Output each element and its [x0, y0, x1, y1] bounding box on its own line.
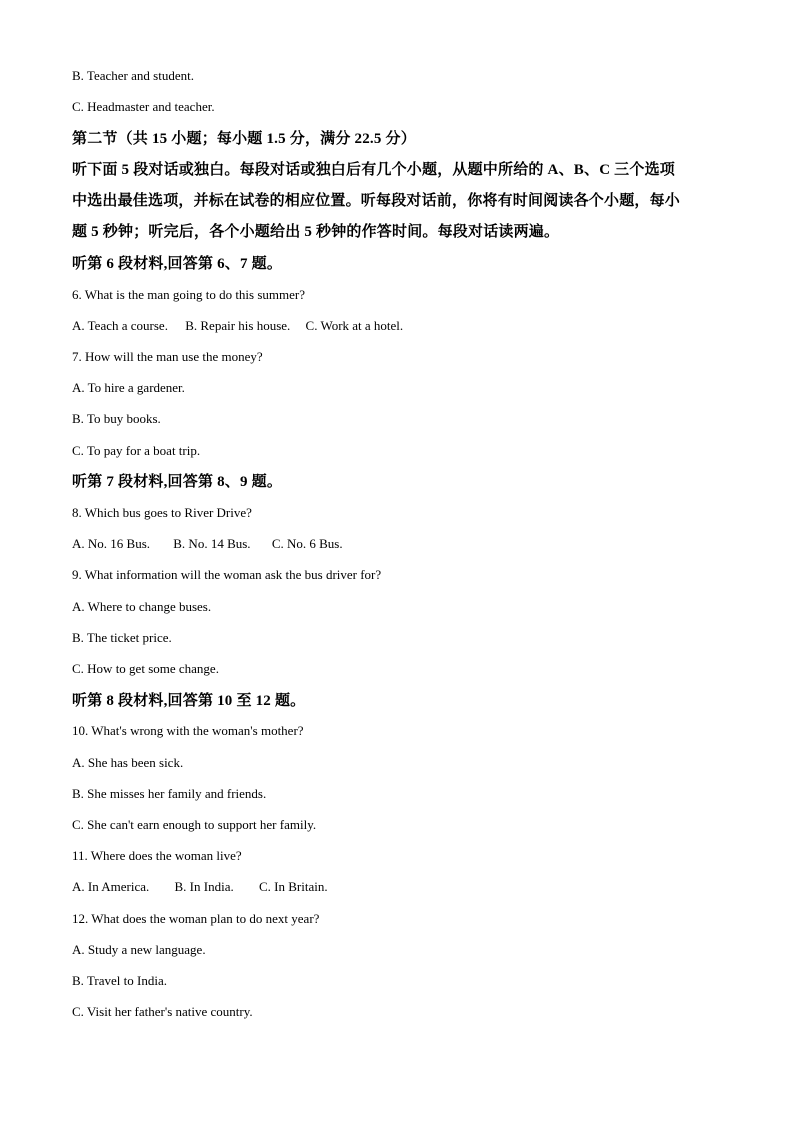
- question-line: 7. How will the man use the money?: [72, 349, 263, 364]
- option-line: A. Study a new language.: [72, 942, 206, 957]
- option-c: C. In Britain.: [258, 879, 328, 894]
- question-line: 9. What information will the woman ask the bus driver for?: [72, 567, 382, 582]
- question-line: 11. Where does the woman live?: [72, 848, 242, 863]
- option-b: B. In India.: [174, 879, 234, 894]
- option-a: A. In America.: [72, 879, 150, 894]
- option-line: B. Teacher and student.: [72, 68, 194, 83]
- passage-heading: 听第 7 段材料,回答第 8、9 题。: [72, 474, 283, 490]
- option-line: C. To pay for a boat trip.: [72, 443, 201, 458]
- option-c: C. No. 6 Bus.: [271, 536, 343, 551]
- options-row: [72, 536, 343, 552]
- option-c: C. Work at a hotel.: [305, 318, 404, 333]
- instruction-line: 题 5 秒钟；听完后，各个小题给出 5 秒钟的作答时间。每段对话读两遍。: [72, 224, 560, 240]
- question-line: 12. What does the woman plan to do next year?: [72, 911, 320, 926]
- section-heading: 第二节（共 15 小题；每小题 1.5 分，满分 22.5 分）: [72, 131, 416, 147]
- passage-heading: 听第 6 段材料,回答第 6、7 题。: [72, 256, 283, 272]
- option-a: A. No. 16 Bus.: [72, 536, 151, 551]
- question-line: 6. What is the man going to do this summer?: [72, 287, 306, 302]
- option-line: A. She has been sick.: [72, 755, 184, 770]
- options-row: [72, 879, 328, 895]
- option-line: C. Headmaster and teacher.: [72, 99, 215, 114]
- option-line: A. To hire a gardener.: [72, 380, 185, 395]
- option-line: B. The ticket price.: [72, 630, 172, 645]
- option-a: A. Teach a course.: [72, 318, 168, 333]
- instruction-line: 中选出最佳选项，并标在试卷的相应位置。听每段对话前，你将有时间阅读各个小题，每小: [72, 193, 681, 209]
- option-line: A. Where to change buses.: [72, 599, 212, 614]
- option-line: C. How to get some change.: [72, 661, 219, 676]
- question-line: 8. Which bus goes to River Drive?: [72, 505, 252, 520]
- option-line: C. She can't earn enough to support her family.: [72, 817, 317, 832]
- option-line: C. Visit her father's native country.: [72, 1004, 253, 1019]
- options-row: [72, 318, 403, 334]
- question-line: 10. What's wrong with the woman's mother?: [72, 723, 304, 738]
- option-b: B. Repair his house.: [185, 318, 291, 333]
- option-line: B. To buy books.: [72, 411, 161, 426]
- option-b: B. No. 14 Bus.: [173, 536, 251, 551]
- option-line: B. She misses her family and friends.: [72, 786, 267, 801]
- option-line: B. Travel to India.: [72, 973, 167, 988]
- instruction-line: 听下面 5 段对话或独白。每段对话或独白后有几个小题，从题中所给的 A、B、C 三个选项: [72, 162, 675, 178]
- passage-heading: 听第 8 段材料,回答第 10 至 12 题。: [72, 693, 306, 709]
